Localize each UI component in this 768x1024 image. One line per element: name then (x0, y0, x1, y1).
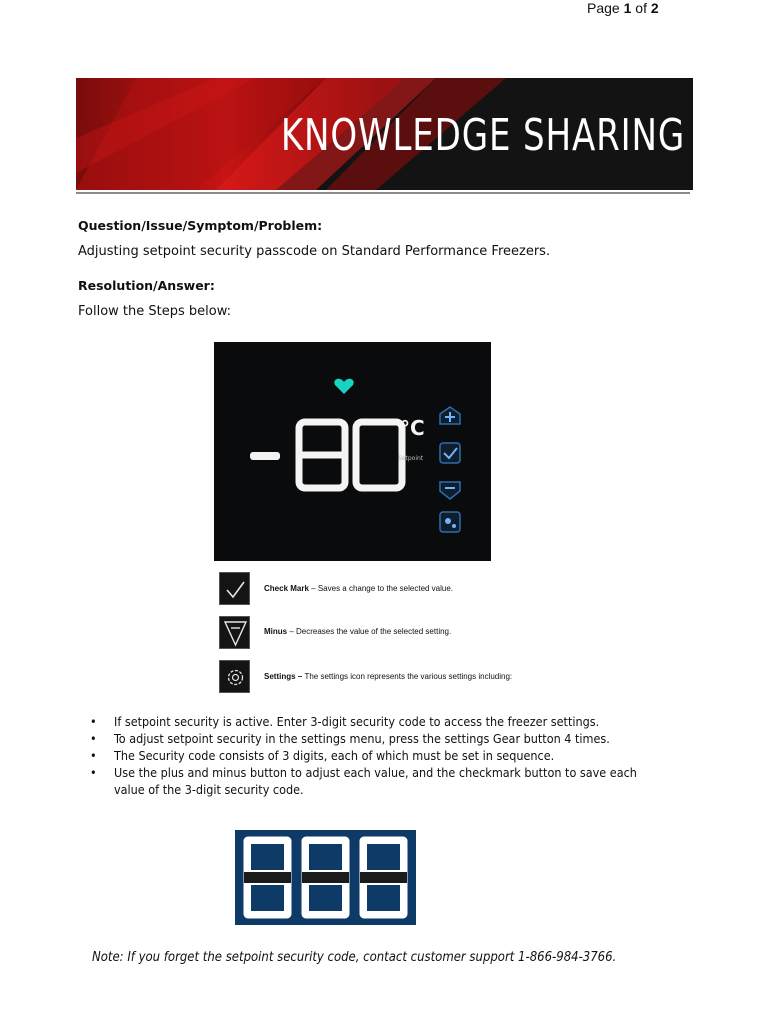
list-item: • If setpoint security is active. Enter 3-digit security code to access the freezer settings. (90, 714, 600, 729)
resolution-intro: Follow the Steps below: (78, 304, 231, 319)
support-note: Note: If you forget the setpoint security code, contact customer support 1-866-984-3766. (92, 950, 617, 965)
check-button-icon (440, 443, 460, 463)
instruction-list (90, 713, 670, 798)
page-prefix: Page (587, 0, 620, 16)
gear-button-icon (440, 512, 460, 532)
minus-legend-icon (219, 616, 250, 649)
page-current: 1 (623, 0, 632, 16)
freezer-display-graphic (214, 342, 491, 561)
banner-title: KNOWLEDGE SHARING (280, 110, 685, 161)
security-code-graphic (235, 830, 416, 925)
legend-description: The settings icon represents the various settings including: (304, 672, 513, 681)
security-code-display-image (235, 830, 416, 925)
knowledge-sharing-banner (76, 78, 693, 190)
legend-name: Check Mark (264, 584, 309, 593)
temperature-unit: °C (400, 416, 425, 440)
legend-description: Decreases the value of the selected setting. (296, 627, 452, 636)
minus-triangle-icon (220, 617, 251, 650)
page-of: of (635, 0, 647, 16)
check-mark-legend-icon (219, 572, 250, 605)
bullet-icon: • (90, 765, 97, 780)
list-item: • Use the plus and minus button to adjust each value, and the checkmark button to save each value of the 3-digit security code. (90, 765, 637, 797)
minus-legend: Minus – Decreases the value of the selected setting. (264, 627, 452, 636)
settings-legend-icon (219, 660, 250, 693)
bullet-icon: • (90, 731, 97, 746)
page-number (587, 0, 659, 16)
resolution-heading: Resolution/Answer: (78, 278, 215, 293)
bullet-icon: • (90, 714, 97, 729)
check-icon (220, 573, 251, 606)
check-mark-legend: Check Mark – Saves a change to the selected value. (264, 584, 454, 593)
freezer-display-image (214, 342, 491, 561)
gear-icon (220, 661, 251, 694)
question-heading: Question/Issue/Symptom/Problem: (78, 218, 323, 233)
settings-legend: Settings – The settings icon represents the various settings including: (264, 672, 513, 681)
legend-name: Settings (264, 672, 296, 681)
legend-description: Saves a change to the selected value. (317, 584, 454, 593)
legend-name: Minus (264, 627, 288, 636)
question-text: Adjusting setpoint security passcode on Standard Performance Freezers. (78, 244, 551, 259)
bullet-icon: • (90, 748, 97, 763)
banner-divider (76, 192, 690, 194)
list-item: • To adjust setpoint security in the settings menu, press the settings Gear button 4 times. (90, 731, 610, 746)
page-total: 2 (650, 0, 659, 16)
setpoint-label: Setpoint (398, 455, 424, 462)
list-item: • The Security code consists of 3 digits, each of which must be set in sequence. (90, 748, 555, 763)
